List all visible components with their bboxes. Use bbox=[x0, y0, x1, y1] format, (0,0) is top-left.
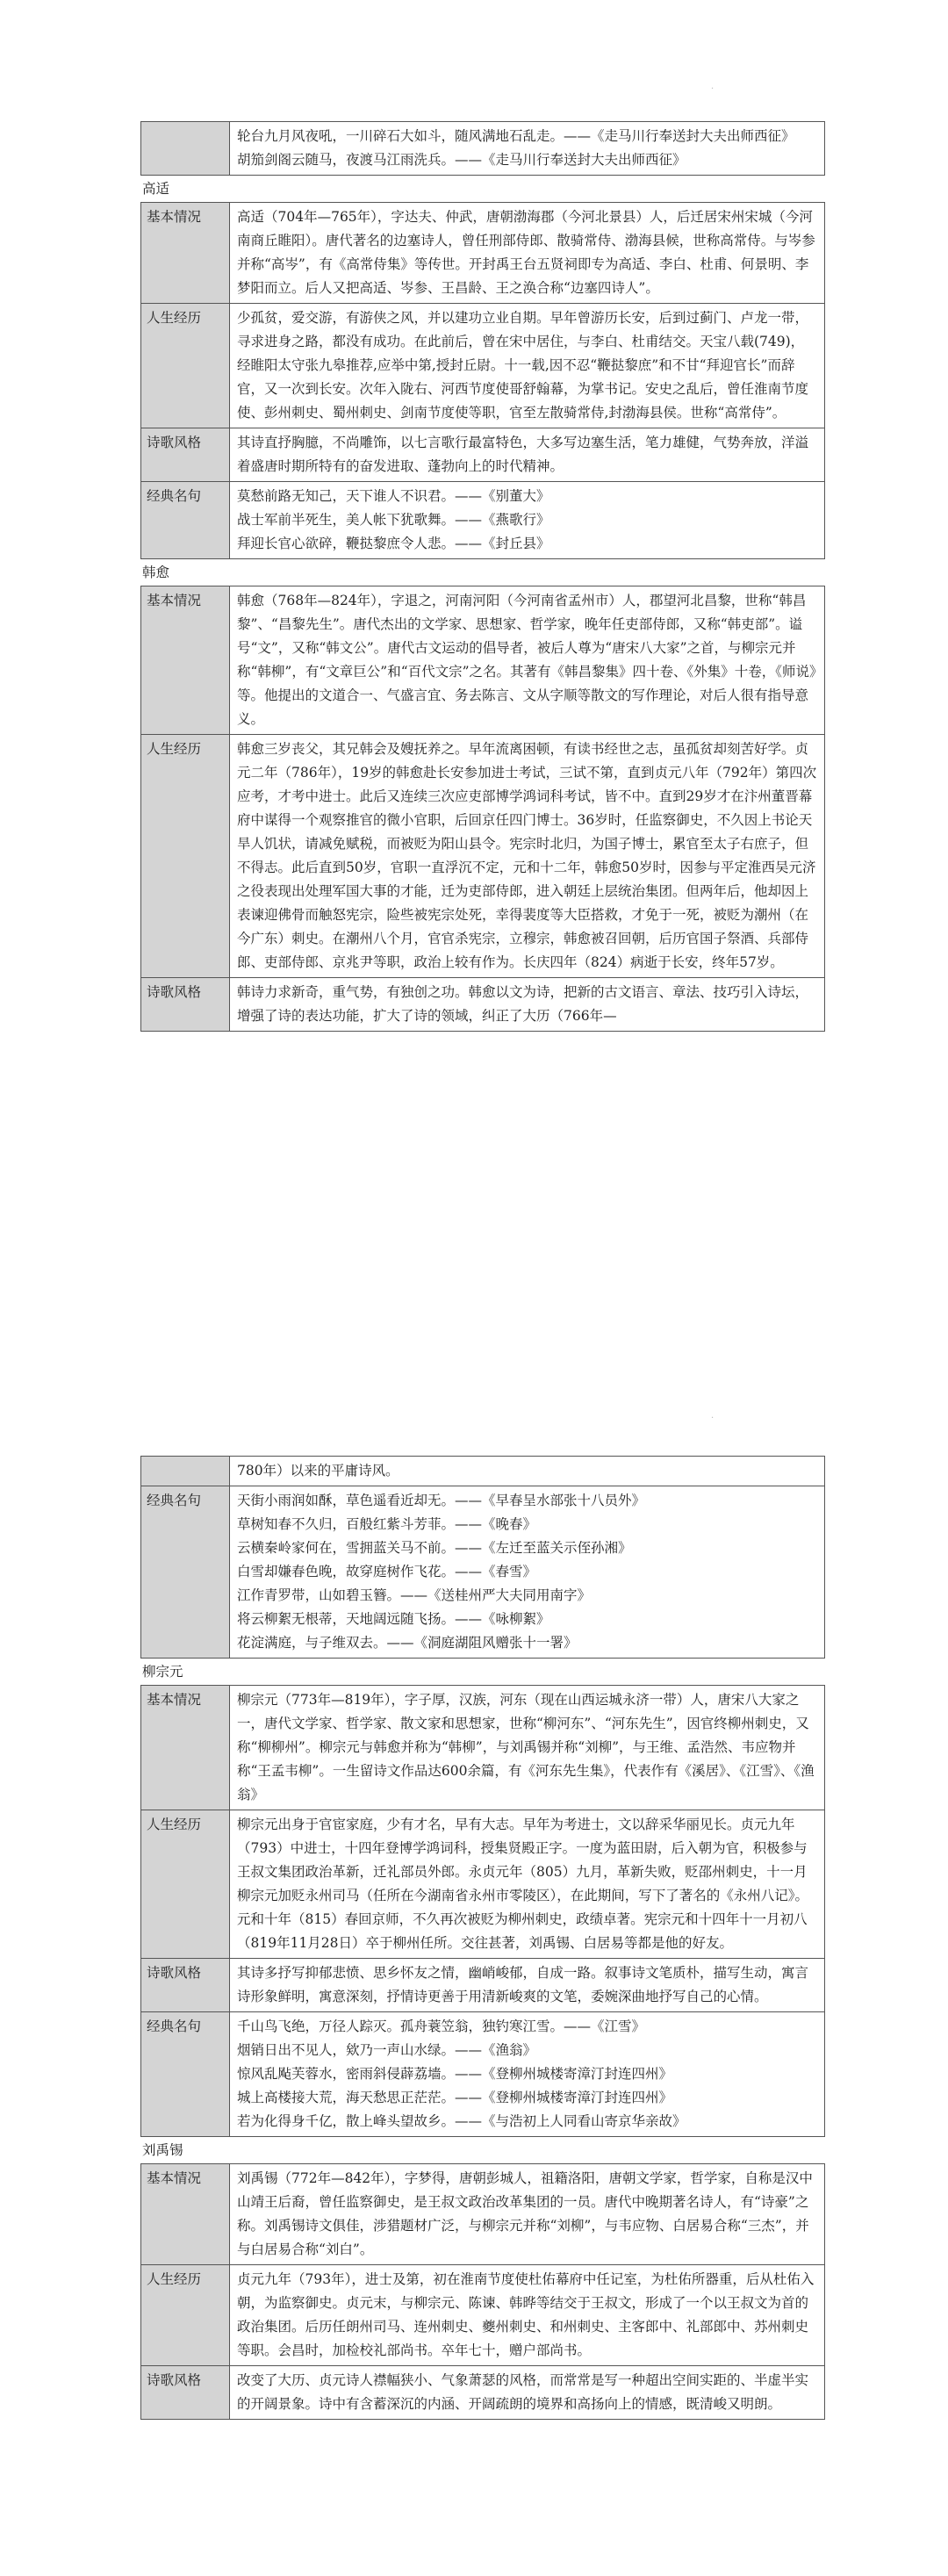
row-label: 诗歌风格 bbox=[141, 978, 230, 1032]
quote-line: 江作青罗带，山如碧玉簪。——《送桂州严大夫同用南字》 bbox=[237, 1587, 592, 1603]
row-text: 改变了大历、贞元诗人襟幅狭小、气象萧瑟的风格，而常常是写一种超出空间实距的、半虚半实的开阔景象。诗中有含蓄深沉的内涵、开阔疏朗的境界和高扬向上的情感，既清峻又明朗。 bbox=[230, 2366, 825, 2420]
page-mark: · bbox=[711, 84, 715, 94]
quote-cell bbox=[230, 1486, 825, 1659]
row-label-empty bbox=[141, 122, 230, 176]
quote-line: 白雪却嫌春色晚，故穿庭树作飞花。——《春雪》 bbox=[237, 1564, 537, 1579]
table-row bbox=[141, 2012, 825, 2137]
row-text: 韩诗力求新奇，重气势，有独创之功。韩愈以文为诗，把新的古文语言、章法、技巧引入诗坛，增强了诗的表达功能，扩大了诗的领域，纠正了大历（766年— bbox=[230, 978, 825, 1032]
quote-cell bbox=[230, 482, 825, 559]
hanyu-continued-table bbox=[140, 1456, 825, 1659]
row-label: 诗歌风格 bbox=[141, 1959, 230, 2012]
table-row bbox=[141, 482, 825, 559]
table-row bbox=[141, 735, 825, 978]
page-one bbox=[0, 0, 948, 1247]
row-label: 人生经历 bbox=[141, 304, 230, 428]
quote-line: 城上高楼接大荒，海天愁思正茫茫。——《登柳州城楼寄漳汀封连四州》 bbox=[237, 2090, 673, 2105]
row-text: 780年）以来的平庸诗风。 bbox=[230, 1457, 825, 1486]
table-row bbox=[141, 978, 825, 1032]
table-row bbox=[141, 1486, 825, 1659]
row-label: 经典名句 bbox=[141, 482, 230, 559]
page-mark: · bbox=[711, 1414, 715, 1423]
liuzongyuan-table bbox=[140, 1685, 825, 2137]
row-label: 经典名句 bbox=[141, 1486, 230, 1659]
row-label: 经典名句 bbox=[141, 2012, 230, 2137]
row-text: 少孤贫，爱交游，有游侠之风，并以建功立业自期。早年曾游历长安，后到过蓟门、卢龙一带，寻求进身之路，都没有成功。在此前后，曾在宋中居住，与李白、杜甫结交。天宝八载(749)，经睢阳太守张九皋推荐,应举中第,授封丘尉。十一载,因不忍“鞭挞黎庶”和不甘“拜迎官长”而辞官，又一次到长安。次年入陇右、河西节度使哥舒翰幕，为掌书记。安史之乱后，曾任淮南节度使、彭州刺史、蜀州刺史、剑南节度使等职，官至左散骑常侍,封渤海县侯。世称“高常侍”。 bbox=[230, 304, 825, 428]
quote-line: 天街小雨润如酥，草色遥看近却无。——《早春呈水部张十八员外》 bbox=[237, 1493, 646, 1508]
quote-cell bbox=[230, 2012, 825, 2137]
row-text: 柳宗元（773年—819年），字子厚，汉族，河东（现在山西运城永济一带）人，唐宋八大家之一，唐代文学家、哲学家、散文家和思想家，世称“柳河东”、“河东先生”，因官终柳州刺史，又称“柳柳州”。柳宗元与韩愈并称为“韩柳”，与刘禹锡并称“刘柳”，与王维、孟浩然、韦应物并称“王孟韦柳”。一生留诗文作品达600余篇，有《河东先生集》，代表作有《溪居》、《江雪》、《渔翁》 bbox=[230, 1686, 825, 1810]
table-row bbox=[141, 1959, 825, 2012]
table-row bbox=[141, 2366, 825, 2420]
row-text: 其诗直抒胸臆，不尚雕饰，以七言歌行最富特色，大多写边塞生活，笔力雄健，气势奔放，洋溢着盛唐时期所特有的奋发进取、蓬勃向上的时代精神。 bbox=[230, 428, 825, 482]
table-row bbox=[141, 586, 825, 735]
quote-line: 轮台九月风夜吼，一川碎石大如斗，随风满地石乱走。——《走马川行奉送封大夫出师西征》 bbox=[237, 128, 795, 144]
table-row bbox=[141, 122, 825, 176]
quote-line: 战士军前半死生，美人帐下犹歌舞。——《燕歌行》 bbox=[237, 512, 550, 528]
quote-line: 莫愁前路无知己，天下谁人不识君。——《别董大》 bbox=[237, 488, 550, 504]
table-row bbox=[141, 304, 825, 428]
quote-cell bbox=[230, 122, 825, 176]
row-text: 柳宗元出身于官宦家庭，少有才名，早有大志。早年为考进士，文以辞采华丽见长。贞元九年（793）中进士，十四年登博学鸿词科，授集贤殿正字。一度为蓝田尉，后入朝为官，积极参与王叔文集团政治革新，迁礼部员外郎。永贞元年（805）九月，革新失败，贬邵州刺史，十一月柳宗元加贬永州司马（任所在今湖南省永州市零陵区），在此期间，写下了著名的《永州八记》。元和十年（815）春回京师，不久再次被贬为柳州刺史，政绩卓著。宪宗元和十四年十一月初八（819年11月28日）卒于柳州任所。交往甚著，刘禹锡、白居易等都是他的好友。 bbox=[230, 1810, 825, 1959]
row-label: 基本情况 bbox=[141, 1686, 230, 1810]
table-row bbox=[141, 203, 825, 304]
table-row bbox=[141, 1810, 825, 1959]
liuyuxi-table bbox=[140, 2163, 825, 2420]
row-label: 人生经历 bbox=[141, 2265, 230, 2366]
quote-line: 惊风乱飐芙蓉水，密雨斜侵薜荔墙。——《登柳州城楼寄漳汀封连四州》 bbox=[237, 2066, 673, 2082]
quote-line: 草树知春不久归，百般红紫斗芳菲。——《晚春》 bbox=[237, 1516, 537, 1532]
quote-line: 若为化得身千亿，散上峰头望故乡。——《与浩初上人同看山寄京华亲故》 bbox=[237, 2113, 686, 2129]
table-row bbox=[141, 2164, 825, 2265]
row-label: 人生经历 bbox=[141, 1810, 230, 1959]
section-title-liuzongyuan: 柳宗元 bbox=[142, 1664, 183, 1680]
section-title-gaoshi: 高适 bbox=[142, 181, 170, 197]
row-label-empty bbox=[141, 1457, 230, 1486]
row-text: 韩愈（768年—824年），字退之，河南河阳（今河南省孟州市）人，郡望河北昌黎，世称“韩昌黎”、“昌黎先生”。唐代杰出的文学家、思想家、哲学家，晚年任吏部侍郎，又称“韩吏部”。谥号“文”，又称“韩文公”。唐代古文运动的倡导者，被后人尊为“唐宋八大家”之首，与柳宗元并称“韩柳”，有“文章巨公”和“百代文宗”之名。其著有《韩昌黎集》四十卷、《外集》十卷，《师说》等。他提出的文道合一、气盛言宜、务去陈言、文从字顺等散文的写作理论，对后人很有指导意义。 bbox=[230, 586, 825, 735]
quote-line: 云横秦岭家何在，雪拥蓝关马不前。——《左迁至蓝关示侄孙湘》 bbox=[237, 1540, 632, 1556]
row-text: 其诗多抒写抑郁悲愤、思乡怀友之情，幽峭峻郁，自成一路。叙事诗文笔质朴，描写生动，寓言诗形象鲜明，寓意深刻，抒情诗更善于用清新峻爽的文笔，委婉深曲地抒写自己的心情。 bbox=[230, 1959, 825, 2012]
table-row bbox=[141, 1686, 825, 1810]
table-row bbox=[141, 428, 825, 482]
row-label: 诗歌风格 bbox=[141, 2366, 230, 2420]
quote-line: 拜迎长官心欲碎，鞭挞黎庶令人悲。——《封丘县》 bbox=[237, 536, 550, 551]
quote-line: 烟销日出不见人，欸乃一声山水绿。——《渔翁》 bbox=[237, 2042, 537, 2058]
quote-line: 花淀满庭，与子维双去。——《洞庭湖阻风赠张十一署》 bbox=[237, 1635, 578, 1651]
row-text: 刘禹锡（772年—842年），字梦得，唐朝彭城人，祖籍洛阳，唐朝文学家，哲学家，自称是汉中山靖王后裔，曾任监察御史，是王叔文政治改革集团的一员。唐代中晚期著名诗人，有“诗豪”之称。刘禹锡诗文俱佳，涉猎题材广泛，与柳宗元并称“刘柳”，与韦应物、白居易合称“三杰”，并与白居易合称“刘白”。 bbox=[230, 2164, 825, 2265]
censhen-tail-table bbox=[140, 121, 825, 176]
row-label: 诗歌风格 bbox=[141, 428, 230, 482]
table-row bbox=[141, 1457, 825, 1486]
section-title-hanyu: 韩愈 bbox=[142, 565, 170, 580]
row-label: 基本情况 bbox=[141, 203, 230, 304]
row-label: 基本情况 bbox=[141, 586, 230, 735]
gaoshi-table bbox=[140, 202, 825, 559]
row-text: 贞元九年（793年），进士及第，初在淮南节度使杜佑幕府中任记室，为杜佑所器重，后从杜佑入朝，为监察御史。贞元末，与柳宗元、陈谏、韩晔等结交于王叔文，形成了一个以王叔文为首的政治集团。后历任朗州司马、连州刺史、夔州刺史、和州刺史、主客郎中、礼部郎中、苏州刺史等职。会昌时，加检校礼部尚书。卒年七十，赠户部尚书。 bbox=[230, 2265, 825, 2366]
row-label: 基本情况 bbox=[141, 2164, 230, 2265]
quote-line: 千山鸟飞绝，万径人踪灭。孤舟蓑笠翁，独钓寒江雪。——《江雪》 bbox=[237, 2018, 646, 2034]
section-title-liuyuxi: 刘禹锡 bbox=[142, 2142, 183, 2158]
row-text: 高适（704年—765年），字达夫、仲武，唐朝渤海郡（今河北景县）人，后迁居宋州宋城（今河南商丘睢阳）。唐代著名的边塞诗人，曾任刑部侍郎、散骑常侍、渤海县候，世称高常侍。与岑参并称“高岑”，有《高常侍集》等传世。开封禹王台五贤祠即专为高适、李白、杜甫、何景明、李梦阳而立。后人又把高适、岑参、王昌龄、王之涣合称“边塞四诗人”。 bbox=[230, 203, 825, 304]
row-text: 韩愈三岁丧父，其兄韩会及嫂抚养之。早年流离困顿，有读书经世之志，虽孤贫却刻苦好学。贞元二年（786年），19岁的韩愈赴长安参加进士考试，三试不第，直到贞元八年（792年）第四次应考，才考中进士。此后又连续三次应吏部博学鸿词科考试，皆不中。直到29岁才在汴州董晋幕府中谋得一个观察推官的微小官职，后回京任四门博士。36岁时，任监察御史，不久因上书论天旱人饥状，请减免赋税，而被贬为阳山县令。宪宗时北归，为国子博士，累官至太子右庶子，但不得志。此后直到50岁，官职一直浮沉不定，元和十二年，韩愈50岁时，因参与平定淮西吴元济之役表现出处理军国大事的才能，迁为吏部侍郎，进入朝廷上层统治集团。但两年后，他却因上表谏迎佛骨而触怒宪宗，险些被宪宗处死，幸得裴度等大臣搭救，才免于一死，被贬为潮州（在今广东）刺史。在潮州八个月，官官杀宪宗，立穆宗，韩愈被召回朝，后历官国子祭酒、兵部侍郎、吏部侍郎、京兆尹等职，政治上较有作为。长庆四年（824）病逝于长安，终年57岁。 bbox=[230, 735, 825, 978]
hanyu-table bbox=[140, 586, 825, 1032]
page-one-sheet bbox=[140, 121, 825, 1032]
page-two-sheet bbox=[140, 1456, 825, 2420]
quote-line: 将云柳絮无根蒂，天地阔远随飞扬。——《咏柳絮》 bbox=[237, 1611, 550, 1627]
quote-line: 胡笳剑阁云随马，夜渡马江雨洗兵。——《走马川行奉送封大夫出师西征》 bbox=[237, 152, 686, 168]
page-two bbox=[0, 1326, 948, 2576]
table-row bbox=[141, 2265, 825, 2366]
row-label: 人生经历 bbox=[141, 735, 230, 978]
